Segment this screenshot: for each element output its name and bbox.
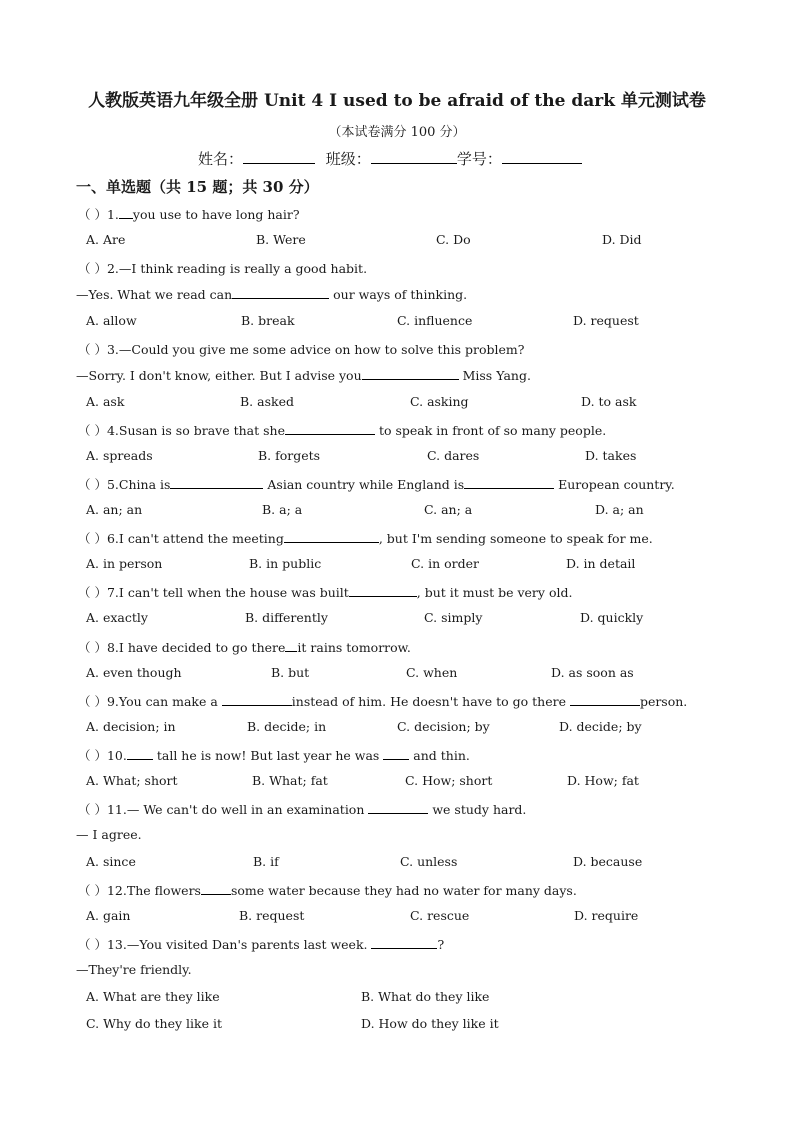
- page-title: 人教版英语九年级全册 Unit 4 I used to be afraid of the dark 单元测试卷: [88, 91, 706, 111]
- answer-blank[interactable]: [362, 367, 459, 380]
- answer-blank[interactable]: [368, 801, 428, 814]
- option-b[interactable]: B. decide; in: [247, 719, 327, 734]
- option-c[interactable]: C. simply: [424, 610, 483, 625]
- answer-blank[interactable]: [201, 882, 231, 895]
- option-d[interactable]: D. request: [573, 313, 639, 328]
- option-b[interactable]: B. request: [239, 908, 305, 923]
- answer-paren[interactable]: （ ）: [78, 261, 107, 276]
- question-10: （ ）10. tall he is now! But last year he was and thin.: [78, 748, 470, 763]
- question-12: （ ）12.The flowers some water because they had no water for many days.: [78, 883, 577, 898]
- option-a[interactable]: A. spreads: [86, 448, 153, 463]
- option-a[interactable]: A. an; an: [86, 502, 143, 517]
- option-b[interactable]: B. Were: [256, 232, 306, 247]
- option-a[interactable]: A. Are: [86, 232, 126, 247]
- answer-paren[interactable]: （ ）: [78, 531, 107, 546]
- option-a[interactable]: A. even though: [86, 665, 182, 680]
- answer-paren[interactable]: （ ）: [78, 585, 107, 600]
- answer-paren[interactable]: （ ）: [78, 423, 107, 438]
- id-field[interactable]: [502, 149, 582, 164]
- score-note: （本试卷满分 100 分）: [328, 125, 466, 140]
- option-a[interactable]: A. since: [86, 854, 136, 869]
- option-d[interactable]: D. because: [573, 854, 643, 869]
- option-d[interactable]: D. as soon as: [551, 665, 634, 680]
- option-a[interactable]: A. What; short: [86, 773, 178, 788]
- answer-paren[interactable]: （ ）: [78, 937, 107, 952]
- answer-blank[interactable]: [119, 206, 133, 219]
- answer-paren[interactable]: （ ）: [78, 207, 107, 222]
- option-d[interactable]: D. in detail: [566, 556, 636, 571]
- answer-paren[interactable]: （ ）: [78, 694, 107, 709]
- answer-blank[interactable]: [464, 476, 554, 489]
- option-a[interactable]: A. decision; in: [86, 719, 176, 734]
- option-b[interactable]: B. a; a: [262, 502, 303, 517]
- question-2: （ ）2.—I think reading is really a good habit.: [78, 261, 368, 276]
- option-d[interactable]: D. decide; by: [559, 719, 642, 734]
- option-b[interactable]: B. but: [271, 665, 310, 680]
- option-c[interactable]: C. in order: [411, 556, 479, 571]
- option-b[interactable]: B. in public: [249, 556, 322, 571]
- answer-blank[interactable]: [285, 639, 297, 652]
- option-c[interactable]: C. unless: [400, 854, 458, 869]
- option-d[interactable]: D. takes: [585, 448, 637, 463]
- option-b[interactable]: B. differently: [245, 610, 328, 625]
- question-8: （ ）8.I have decided to go there it rains tomorrow.: [78, 640, 411, 655]
- option-b[interactable]: B. What do they like: [361, 989, 490, 1004]
- option-c[interactable]: C. asking: [410, 394, 469, 409]
- option-d[interactable]: D. require: [574, 908, 639, 923]
- option-d[interactable]: D. quickly: [580, 610, 644, 625]
- class-field[interactable]: [371, 149, 457, 164]
- option-b[interactable]: B. if: [253, 854, 279, 869]
- question-3-reply: —Sorry. I don't know, either. But I advise you Miss Yang.: [76, 368, 531, 383]
- answer-paren[interactable]: （ ）: [78, 477, 107, 492]
- student-info-row: [198, 148, 582, 169]
- answer-blank[interactable]: [222, 693, 292, 706]
- option-d[interactable]: D. How; fat: [567, 773, 639, 788]
- question-4: （ ）4.Susan is so brave that she to speak in front of so many people.: [78, 423, 607, 438]
- section-heading: 一、单选题（共 15 题；共 30 分）: [76, 178, 319, 196]
- option-d[interactable]: D. to ask: [581, 394, 637, 409]
- question-1: （ ）1. you use to have long hair?: [78, 207, 300, 222]
- option-b[interactable]: B. forgets: [258, 448, 321, 463]
- answer-blank[interactable]: [570, 693, 640, 706]
- option-a[interactable]: A. allow: [86, 313, 137, 328]
- question-6: （ ）6.I can't attend the meeting , but I'm sending someone to speak for me.: [78, 531, 653, 546]
- question-5: （ ）5.China is Asian country while England is European country.: [78, 477, 675, 492]
- answer-paren[interactable]: （ ）: [78, 748, 107, 763]
- question-3: （ ）3.—Could you give me some advice on how to solve this problem?: [78, 342, 525, 357]
- option-c[interactable]: C. rescue: [410, 908, 470, 923]
- option-a[interactable]: A. in person: [86, 556, 163, 571]
- option-c[interactable]: C. dares: [427, 448, 480, 463]
- answer-blank[interactable]: [284, 530, 379, 543]
- option-a[interactable]: A. exactly: [86, 610, 148, 625]
- option-c[interactable]: C. Why do they like it: [86, 1016, 222, 1031]
- question-11-reply: — I agree.: [76, 827, 142, 842]
- id-label: 学号：: [456, 150, 502, 168]
- name-label: 姓名：: [198, 150, 244, 168]
- answer-blank[interactable]: [349, 584, 417, 597]
- option-c[interactable]: C. influence: [397, 313, 473, 328]
- option-d[interactable]: D. Did: [602, 232, 642, 247]
- option-a[interactable]: A. ask: [86, 394, 125, 409]
- option-c[interactable]: C. Do: [436, 232, 471, 247]
- question-7: （ ）7.I can't tell when the house was built , but it must be very old.: [78, 585, 573, 600]
- answer-paren[interactable]: （ ）: [78, 342, 107, 357]
- option-a[interactable]: A. What are they like: [86, 989, 220, 1004]
- question-11: （ ）11.— We can't do well in an examination we study hard.: [78, 802, 527, 817]
- answer-paren[interactable]: （ ）: [78, 802, 107, 817]
- answer-blank[interactable]: [127, 747, 153, 760]
- option-c[interactable]: C. when: [406, 665, 458, 680]
- option-c[interactable]: C. How; short: [405, 773, 493, 788]
- answer-blank[interactable]: [232, 286, 329, 299]
- option-c[interactable]: C. an; a: [424, 502, 473, 517]
- answer-blank[interactable]: [285, 422, 375, 435]
- option-b[interactable]: B. What; fat: [252, 773, 328, 788]
- option-d[interactable]: D. a; an: [595, 502, 644, 517]
- question-9: （ ）9.You can make a instead of him. He doesn't have to go there person.: [78, 694, 688, 709]
- answer-paren[interactable]: （ ）: [78, 883, 107, 898]
- question-2-reply: —Yes. What we read can our ways of thinking.: [76, 287, 468, 302]
- answer-paren[interactable]: （ ）: [78, 640, 107, 655]
- question-13: （ ）13.—You visited Dan's parents last week. ?: [78, 937, 445, 952]
- option-d[interactable]: D. How do they like it: [361, 1016, 499, 1031]
- question-13-reply: —They're friendly.: [76, 962, 192, 977]
- option-c[interactable]: C. decision; by: [397, 719, 490, 734]
- class-label: 班级：: [325, 150, 371, 168]
- option-a[interactable]: A. gain: [86, 908, 131, 923]
- name-field[interactable]: [243, 149, 315, 164]
- answer-blank[interactable]: [170, 476, 263, 489]
- answer-blank[interactable]: [371, 936, 437, 949]
- option-b[interactable]: B. break: [241, 313, 295, 328]
- answer-blank[interactable]: [383, 747, 409, 760]
- option-b[interactable]: B. asked: [240, 394, 294, 409]
